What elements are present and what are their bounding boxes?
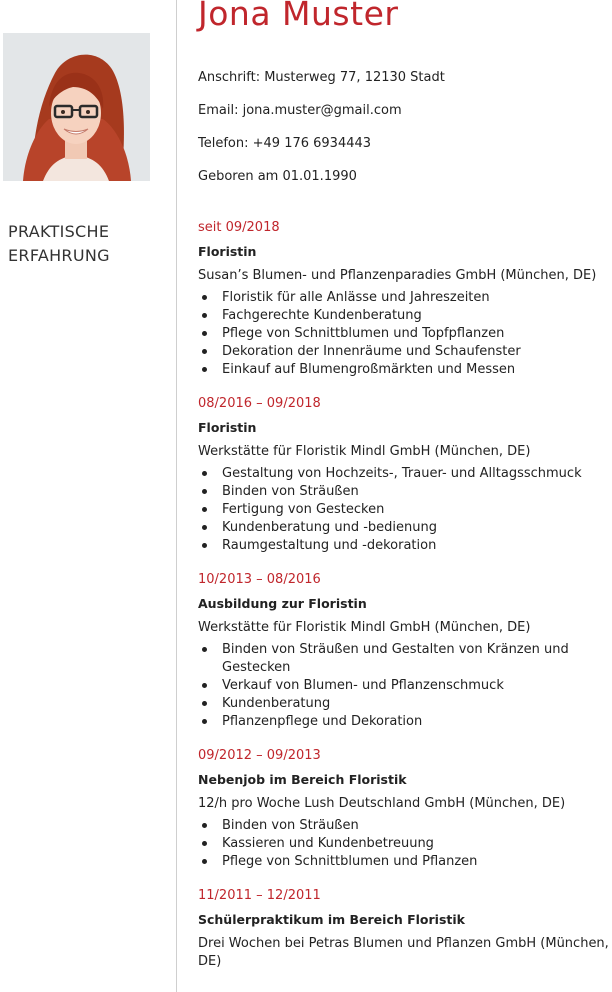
bullet-item: Verkauf von Blumen- und Pflanzenschmuck [198,677,610,695]
entry-role: Schülerpraktikum im Bereich Floristik [198,912,465,927]
bullet-item: Einkauf auf Blumengroßmärkten und Messen [198,361,610,379]
section-title-experience: PRAKTISCHE ERFAHRUNG [8,222,110,265]
bullet-item: Gestaltung von Hochzeits-, Trauer- und Alltagsschmuck [198,465,610,483]
entry-bullets [198,817,610,871]
bullet-item: Pflege von Schnittblumen und Topfpflanzen [198,325,610,343]
bullet-item: Raumgestaltung und -dekoration [198,537,610,555]
experience-entry [198,571,610,731]
address-line: Anschrift: Musterweg 77, 12130 Stadt [198,70,445,85]
bullet-item: Kassieren und Kundenbetreuung [198,835,610,853]
entry-role: Ausbildung zur Floristin [198,596,367,611]
entry-role: Floristin [198,420,257,435]
experience-entry [198,395,610,555]
entry-role: Nebenjob im Bereich Floristik [198,772,407,787]
contact-block [198,68,603,200]
bullet-item: Floristik für alle Anlässe und Jahreszeiten [198,289,610,307]
person-name: Jona Muster [198,0,399,33]
phone-line: Telefon: +49 176 6934443 [198,136,372,151]
birthdate-line: Geboren am 01.01.1990 [198,169,357,184]
bullet-item: Kundenberatung [198,695,610,713]
bullet-item: Dekoration der Innenräume und Schaufenster [198,343,610,361]
column-divider [176,0,177,992]
entry-bullets [198,289,610,379]
experience-entry [198,219,610,379]
entry-company: Werkstätte für Floristik Mindl GmbH (München, DE) [198,620,531,635]
portrait-photo-icon [3,33,150,181]
experience-entry [198,747,610,871]
entry-company: Drei Wochen bei Petras Blumen und Pflanzen GmbH (München, DE) [198,936,609,969]
bullet-item: Binden von Sträußen [198,817,610,835]
bullet-item: Binden von Sträußen [198,483,610,501]
entry-role: Floristin [198,244,257,259]
entry-bullets [198,465,610,555]
bullet-item: Binden von Sträußen und Gestalten von Kränzen und Gestecken [198,641,610,677]
entry-date: 09/2012 – 09/2013 [198,748,321,763]
email-line: Email: jona.muster@gmail.com [198,103,402,118]
entry-company: Werkstätte für Floristik Mindl GmbH (München, DE) [198,444,531,459]
bullet-item: Pflanzenpflege und Dekoration [198,713,610,731]
profile-photo [3,33,150,181]
experience-entry [198,887,610,971]
experience-list [198,219,610,987]
entry-date: 08/2016 – 09/2018 [198,396,321,411]
bullet-item: Pflege von Schnittblumen und Pflanzen [198,853,610,871]
entry-company: Susan’s Blumen- und Pflanzenparadies GmbH (München, DE) [198,268,597,283]
entry-date: 10/2013 – 08/2016 [198,572,321,587]
entry-company: 12/h pro Woche Lush Deutschland GmbH (München, DE) [198,796,566,811]
entry-date: seit 09/2018 [198,220,280,235]
bullet-item: Kundenberatung und -bedienung [198,519,610,537]
bullet-item: Fachgerechte Kundenberatung [198,307,610,325]
entry-bullets [198,641,610,731]
bullet-item: Fertigung von Gestecken [198,501,610,519]
entry-date: 11/2011 – 12/2011 [198,888,321,903]
